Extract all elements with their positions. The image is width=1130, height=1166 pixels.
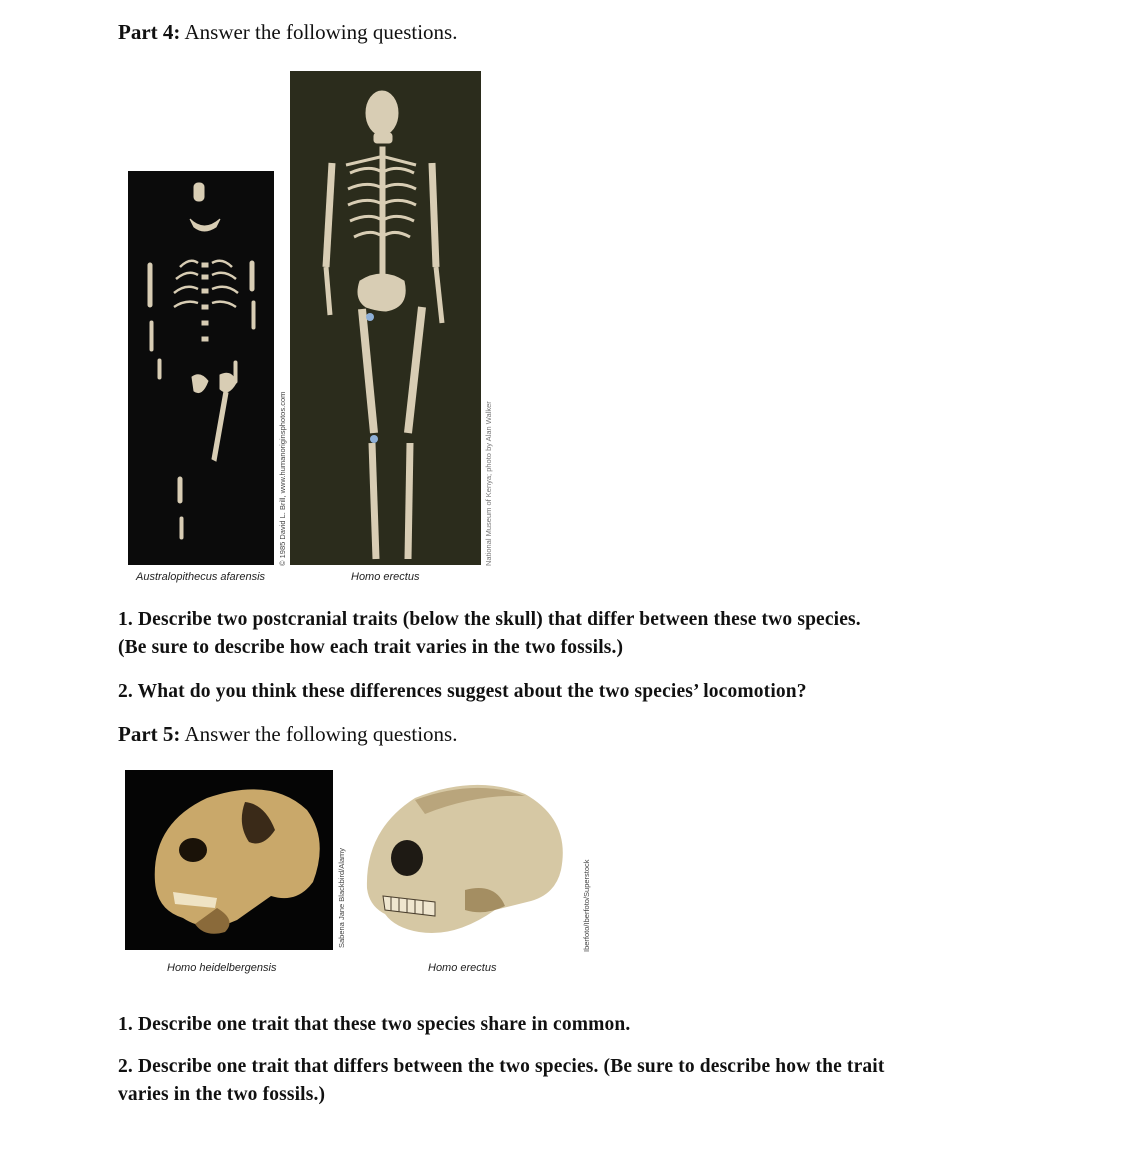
homo-erectus-skull-image — [355, 770, 578, 954]
part4-question-1-line-1: 1. Describe two postcranial traits (below the skull) that differ between these two species. — [118, 609, 861, 630]
part5-label: Part 5: — [118, 722, 181, 746]
australopithecus-photo — [128, 171, 274, 565]
lucy-skeleton-image — [128, 171, 274, 565]
part5-question-2-line-1: 2. Describe one trait that differs between the two species. (Be sure to describe how the trait — [118, 1056, 885, 1077]
homo-erectus-skull-credit: Iberfoto/Iberfoto/Superstock — [582, 859, 591, 952]
part5-question-2 — [118, 1053, 1078, 1109]
part4-label: Part 4: — [118, 20, 181, 44]
homo-erectus-skull-caption: Homo erectus — [428, 962, 497, 974]
part5-question-2-line-2: varies in the two fossils.) — [118, 1084, 326, 1105]
part5-heading — [118, 722, 457, 747]
heidelbergensis-skull-image — [125, 770, 333, 950]
part5-question-1: 1. Describe one trait that these two species share in common. — [118, 1014, 631, 1035]
heidelbergensis-caption: Homo heidelbergensis — [167, 962, 277, 974]
homo-erectus-skull-photo — [355, 770, 578, 954]
part4-question-2: 2. What do you think these differences suggest about the two species’ locomotion? — [118, 681, 807, 702]
australopithecus-photo-credit: © 1985 David L. Brill, www.humanoriginsphotos.com — [278, 391, 287, 566]
part4-instruction: Answer the following questions. — [184, 20, 458, 44]
australopithecus-caption: Australopithecus afarensis — [136, 571, 266, 583]
part4-heading — [118, 20, 457, 45]
homo-erectus-skeleton-credit: National Museum of Kenya; photo by Alan Walker — [484, 401, 493, 566]
homo-erectus-skeleton-caption: Homo erectus — [351, 571, 420, 583]
part4-question-1 — [118, 606, 1078, 662]
homo-heidelbergensis-photo — [125, 770, 333, 950]
heidelbergensis-photo-credit: Sabena Jane Blackbird/Alamy — [337, 847, 346, 948]
homo-erectus-skeleton-photo — [290, 71, 481, 565]
part4-question-1-line-2: (Be sure to describe how each trait varies in the two fossils.) — [118, 637, 624, 658]
homo-erectus-skeleton-image — [290, 71, 481, 565]
part5-instruction: Answer the following questions. — [184, 722, 458, 746]
